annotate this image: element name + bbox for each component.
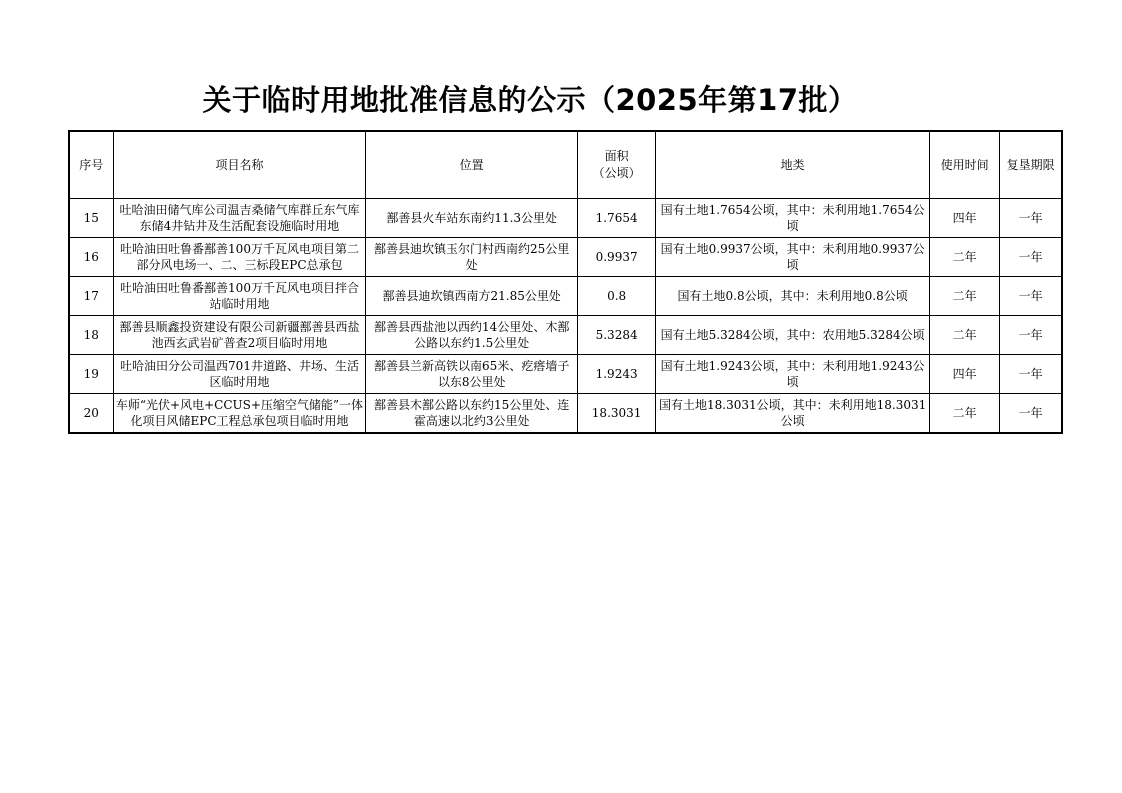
cell-land-type-text: 国有土地18.3031公顷，其中：未利用地18.3031公顷 xyxy=(659,398,927,428)
cell-land-type xyxy=(656,199,930,238)
table-row xyxy=(69,277,1062,316)
cell-reclaim-text: 一年 xyxy=(1018,211,1043,225)
cell-seq xyxy=(69,277,113,316)
cell-name-text: 吐哈油田储气库公司温吉桑储气库群丘东气库东储4井钻井及生活配套设施临时用地 xyxy=(119,203,360,233)
cell-seq xyxy=(69,355,113,394)
cell-land-type xyxy=(656,316,930,355)
header-reclaim: 复垦期限 xyxy=(1000,131,1062,199)
cell-area xyxy=(578,277,656,316)
table-row xyxy=(69,316,1062,355)
cell-name xyxy=(113,355,366,394)
cell-seq-text: 19 xyxy=(83,367,99,381)
cell-land-type xyxy=(656,238,930,277)
cell-area-text: 0.8 xyxy=(607,289,627,303)
cell-location-text: 鄯善县迪坎镇玉尔门村西南约25公里处 xyxy=(374,242,570,272)
cell-land-type-text: 国有土地1.9243公顷，其中：未利用地1.9243公顷 xyxy=(660,359,925,389)
cell-seq xyxy=(69,316,113,355)
table-header-row xyxy=(69,131,1062,199)
cell-area-text: 1.7654 xyxy=(595,211,638,225)
cell-area xyxy=(578,199,656,238)
cell-location-text: 鄯善县火车站东南约11.3公里处 xyxy=(386,211,558,225)
cell-reclaim xyxy=(1000,355,1062,394)
cell-reclaim-text: 一年 xyxy=(1018,367,1043,381)
cell-seq-text: 17 xyxy=(83,289,99,303)
cell-seq xyxy=(69,238,113,277)
cell-location-text: 鄯善县木鄯公路以东约15公里处、连霍高速以北约3公里处 xyxy=(374,398,570,428)
cell-name-text: 吐哈油田分公司温西701井道路、井场、生活区临时用地 xyxy=(120,359,359,389)
cell-land-type xyxy=(656,394,930,434)
cell-location xyxy=(366,355,578,394)
cell-reclaim-text: 一年 xyxy=(1018,328,1043,342)
header-area xyxy=(578,131,656,199)
cell-reclaim xyxy=(1000,394,1062,434)
cell-land-type-text: 国有土地1.7654公顷，其中：未利用地1.7654公顷 xyxy=(660,203,925,233)
cell-land-type xyxy=(656,355,930,394)
header-area-label: 面积 xyxy=(604,149,629,163)
cell-reclaim-text: 一年 xyxy=(1018,289,1043,303)
cell-reclaim-text: 一年 xyxy=(1018,250,1043,264)
page-title: 关于临时用地批准信息的公示（2025年第17批） xyxy=(202,83,858,117)
header-land-type: 地类 xyxy=(656,131,930,199)
cell-reclaim xyxy=(1000,238,1062,277)
cell-seq xyxy=(69,199,113,238)
table-row xyxy=(69,355,1062,394)
cell-land-type-text: 国有土地5.3284公顷，其中：农用地5.3284公顷 xyxy=(660,328,925,342)
cell-name-text: 吐哈油田吐鲁番鄯善100万千瓦风电项目拌合站临时用地 xyxy=(120,281,359,311)
cell-location xyxy=(366,316,578,355)
cell-location xyxy=(366,277,578,316)
cell-location xyxy=(366,238,578,277)
cell-area xyxy=(578,238,656,277)
cell-name xyxy=(113,238,366,277)
cell-area-text: 1.9243 xyxy=(595,367,638,381)
header-location: 位置 xyxy=(366,131,578,199)
cell-area-text: 5.3284 xyxy=(595,328,638,342)
table-row xyxy=(69,238,1062,277)
cell-reclaim xyxy=(1000,199,1062,238)
cell-use-time-text: 二年 xyxy=(952,250,977,264)
cell-use-time-text: 二年 xyxy=(952,289,977,303)
table-row xyxy=(69,394,1062,434)
cell-location-text: 鄯善县西盐池以西约14公里处、木鄯公路以东约1.5公里处 xyxy=(374,320,570,350)
cell-location xyxy=(366,394,578,434)
cell-seq xyxy=(69,394,113,434)
cell-use-time-text: 四年 xyxy=(952,211,977,225)
cell-name-text: 鄯善县顺鑫投资建设有限公司新疆鄯善县西盐池西玄武岩矿普查2项目临时用地 xyxy=(119,320,360,350)
cell-reclaim-text: 一年 xyxy=(1018,406,1043,420)
cell-land-type-text: 国有土地0.8公顷，其中：未利用地0.8公顷 xyxy=(677,289,908,303)
cell-seq-text: 16 xyxy=(83,250,99,264)
cell-area xyxy=(578,394,656,434)
header-seq: 序号 xyxy=(69,131,113,199)
cell-use-time xyxy=(930,238,1000,277)
cell-use-time xyxy=(930,316,1000,355)
cell-reclaim xyxy=(1000,316,1062,355)
cell-name-text: 吐哈油田吐鲁番鄯善100万千瓦风电项目第二部分风电场一、二、三标段EPC总承包 xyxy=(120,242,359,272)
cell-use-time-text: 二年 xyxy=(952,406,977,420)
cell-location-text: 鄯善县兰新高铁以南65米、疙瘩墙子以东8公里处 xyxy=(374,359,570,389)
cell-name-text: 车师“光伏+风电+CCUS+压缩空气储能”一体化项目风储EPC工程总承包项目临时用地 xyxy=(115,398,364,428)
cell-seq-text: 15 xyxy=(83,211,99,225)
cell-name xyxy=(113,199,366,238)
header-area-unit: （公顷） xyxy=(592,166,641,180)
cell-reclaim xyxy=(1000,277,1062,316)
cell-seq-text: 20 xyxy=(83,406,99,420)
cell-use-time xyxy=(930,394,1000,434)
table-row xyxy=(69,199,1062,238)
cell-use-time-text: 四年 xyxy=(952,367,977,381)
cell-area-text: 18.3031 xyxy=(591,406,642,420)
cell-area xyxy=(578,316,656,355)
cell-use-time xyxy=(930,277,1000,316)
cell-name xyxy=(113,394,366,434)
cell-use-time xyxy=(930,355,1000,394)
cell-area-text: 0.9937 xyxy=(595,250,638,264)
cell-location-text: 鄯善县迪坎镇西南方21.85公里处 xyxy=(382,289,561,303)
cell-seq-text: 18 xyxy=(83,328,99,342)
cell-use-time-text: 二年 xyxy=(952,328,977,342)
cell-name xyxy=(113,277,366,316)
cell-use-time xyxy=(930,199,1000,238)
header-name: 项目名称 xyxy=(113,131,366,199)
cell-name xyxy=(113,316,366,355)
cell-area xyxy=(578,355,656,394)
header-use-time: 使用时间 xyxy=(930,131,1000,199)
approval-table xyxy=(68,130,1063,434)
cell-location xyxy=(366,199,578,238)
cell-land-type-text: 国有土地0.9937公顷，其中：未利用地0.9937公顷 xyxy=(660,242,925,272)
cell-land-type xyxy=(656,277,930,316)
